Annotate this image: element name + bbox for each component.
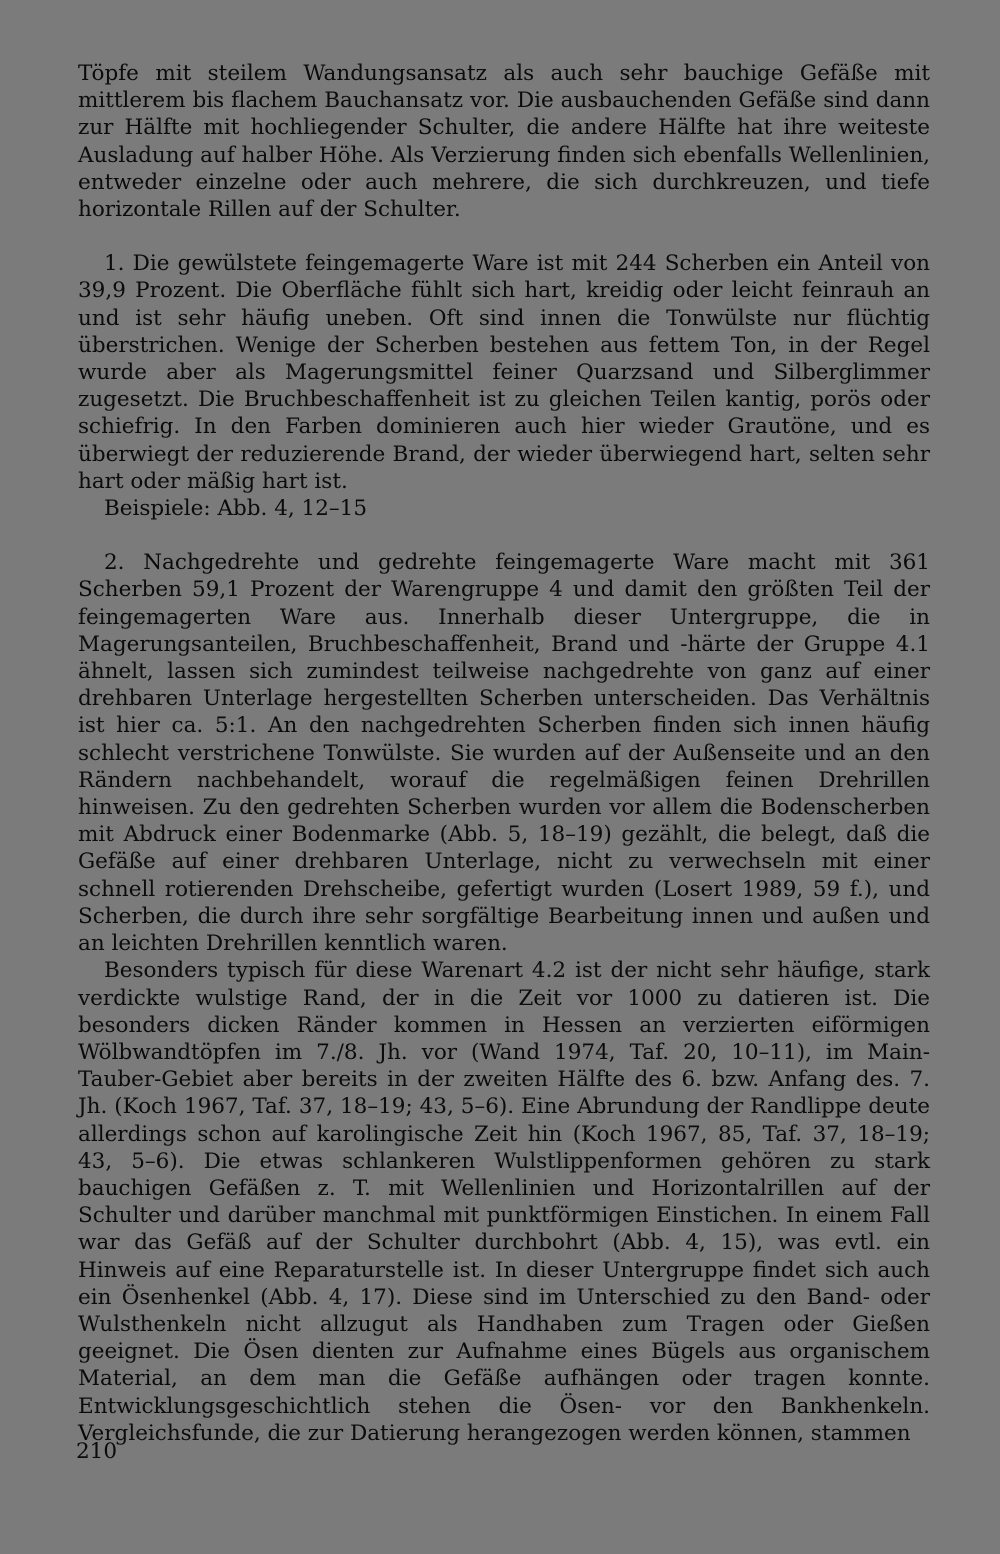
paragraph-continuation: Töpfe mit steilem Wandungsansatz als auch sehr bauchige Gefäße mit mittlerem bis flachem Bauchansatz vor. Die ausbauchenden Gefäße sind dann zur Hälfte mit hochliegender Schulter, die andere Hälfte hat ihre weiteste Ausladung auf halber Höhe. Als Verzierung finden sich ebenfalls Wellenlinien, entweder einzelne oder auch mehrere, die sich durchkreuzen, und tiefe horizontale Rillen auf der Schulter. [78, 61, 930, 223]
paragraph-ware-4-2: 2. Nachgedrehte und gedrehte feingemagerte Ware macht mit 361 Scherben 59,1 Prozent der Warengruppe 4 und damit den größten Teil der feingemagerten Ware aus. Innerhalb dieser Untergruppe, die in Magerungsanteilen, Bruchbeschaffenheit, Brand und -härte der Gruppe 4.1 ähnelt, lassen sich zumindest teilweise nachgedrehte von ganz auf einer drehbaren Unterlage hergestellten Scherben unterscheiden. Das Verhältnis ist hier ca. 5:1. An den nachgedrehten Scherben finden sich innen häufig schlecht verstrichene Tonwülste. Sie wurden auf der Außenseite und an den Rändern nachbehandelt, worauf die regelmäßigen feinen Drehrillen hinweisen. Zu den gedrehten Scherben wurden vor allem die Bodenscherben mit Abdruck einer Bodenmarke (Abb. 5, 18–19) gezählt, die belegt, daß die Gefäße auf einer drehbaren Unterlage, nicht zu verwechseln mit einer schnell rotierenden Drehscheibe, gefertigt wurden (Losert 1989, 59 f.), und Scherben, die durch ihre sehr sorgfältige Bearbeitung innen und außen und an leichten Drehrillen kenntlich waren. [78, 550, 930, 957]
examples-reference: Beispiele: Abb. 4, 12–15 [104, 496, 368, 522]
paragraph-ware-4-1: 1. Die gewülstete feingemagerte Ware ist mit 244 Scherben ein Anteil von 39,9 Prozent. Die Oberfläche fühlt sich hart, kreidig oder leicht feinrauh an und ist sehr häufig uneben. Oft sind innen die Tonwülste nur flüchtig überstrichen. Wenige der Scherben bestehen aus fettem Ton, in der Regel wurde aber als Magerungsmittel feiner Quarzsand und Silberglimmer zugesetzt. Die Bruchbeschaffenheit ist zu gleichen Teilen kantig, porös oder schiefrig. In den Farben dominieren auch hier wieder Grautöne, und es überwiegt der reduzierende Brand, der wieder überwiegend hart, selten sehr hart oder mäßig hart ist. [78, 251, 930, 494]
page-number: 210 [76, 1439, 118, 1464]
paragraph-ware-4-2-rims: Besonders typisch für diese Warenart 4.2 ist der nicht sehr häufige, stark verdickte wulstige Rand, der in die Zeit vor 1000 zu datieren ist. Die besonders dicken Ränder kommen in Hessen an verzierten eiförmigen Wölbwandtöpfen im 7./8. Jh. vor (Wand 1974, Taf. 20, 10–11), im Main-Tauber-Gebiet aber bereits in der zweiten Hälfte des 6. bzw. Anfang des. 7. Jh. (Koch 1967, Taf. 37, 18–19; 43, 5–6). Eine Abrundung der Randlippe deute allerdings schon auf karolingische Zeit hin (Koch 1967, 85, Taf. 37, 18–19; 43, 5–6). Die etwas schlankeren Wulstlippenformen gehören zu stark bauchigen Gefäßen z. T. mit Wellenlinien und Horizontalrillen auf der Schulter und darüber manchmal mit punktförmigen Einstichen. In einem Fall war das Gefäß auf der Schulter durchbohrt (Abb. 4, 15), was evtl. ein Hinweis auf eine Reparaturstelle ist. In dieser Untergruppe findet sich auch ein Ösenhenkel (Abb. 4, 17). Diese sind im Unterschied zu den Band- oder Wulsthenkeln nicht allzugut als Handhaben zum Tragen oder Gießen geeignet. Die Ösen dienten zur Aufnahme eines Bügels aus organischem Material, an dem man die Gefäße aufhängen oder tragen konnte. Entwicklungsgeschichtlich stehen die Ösen- vor den Bankhenkeln. Vergleichsfunde, die zur Datierung herangezogen werden können, stammen [78, 958, 930, 1446]
page-body [78, 60, 930, 1447]
